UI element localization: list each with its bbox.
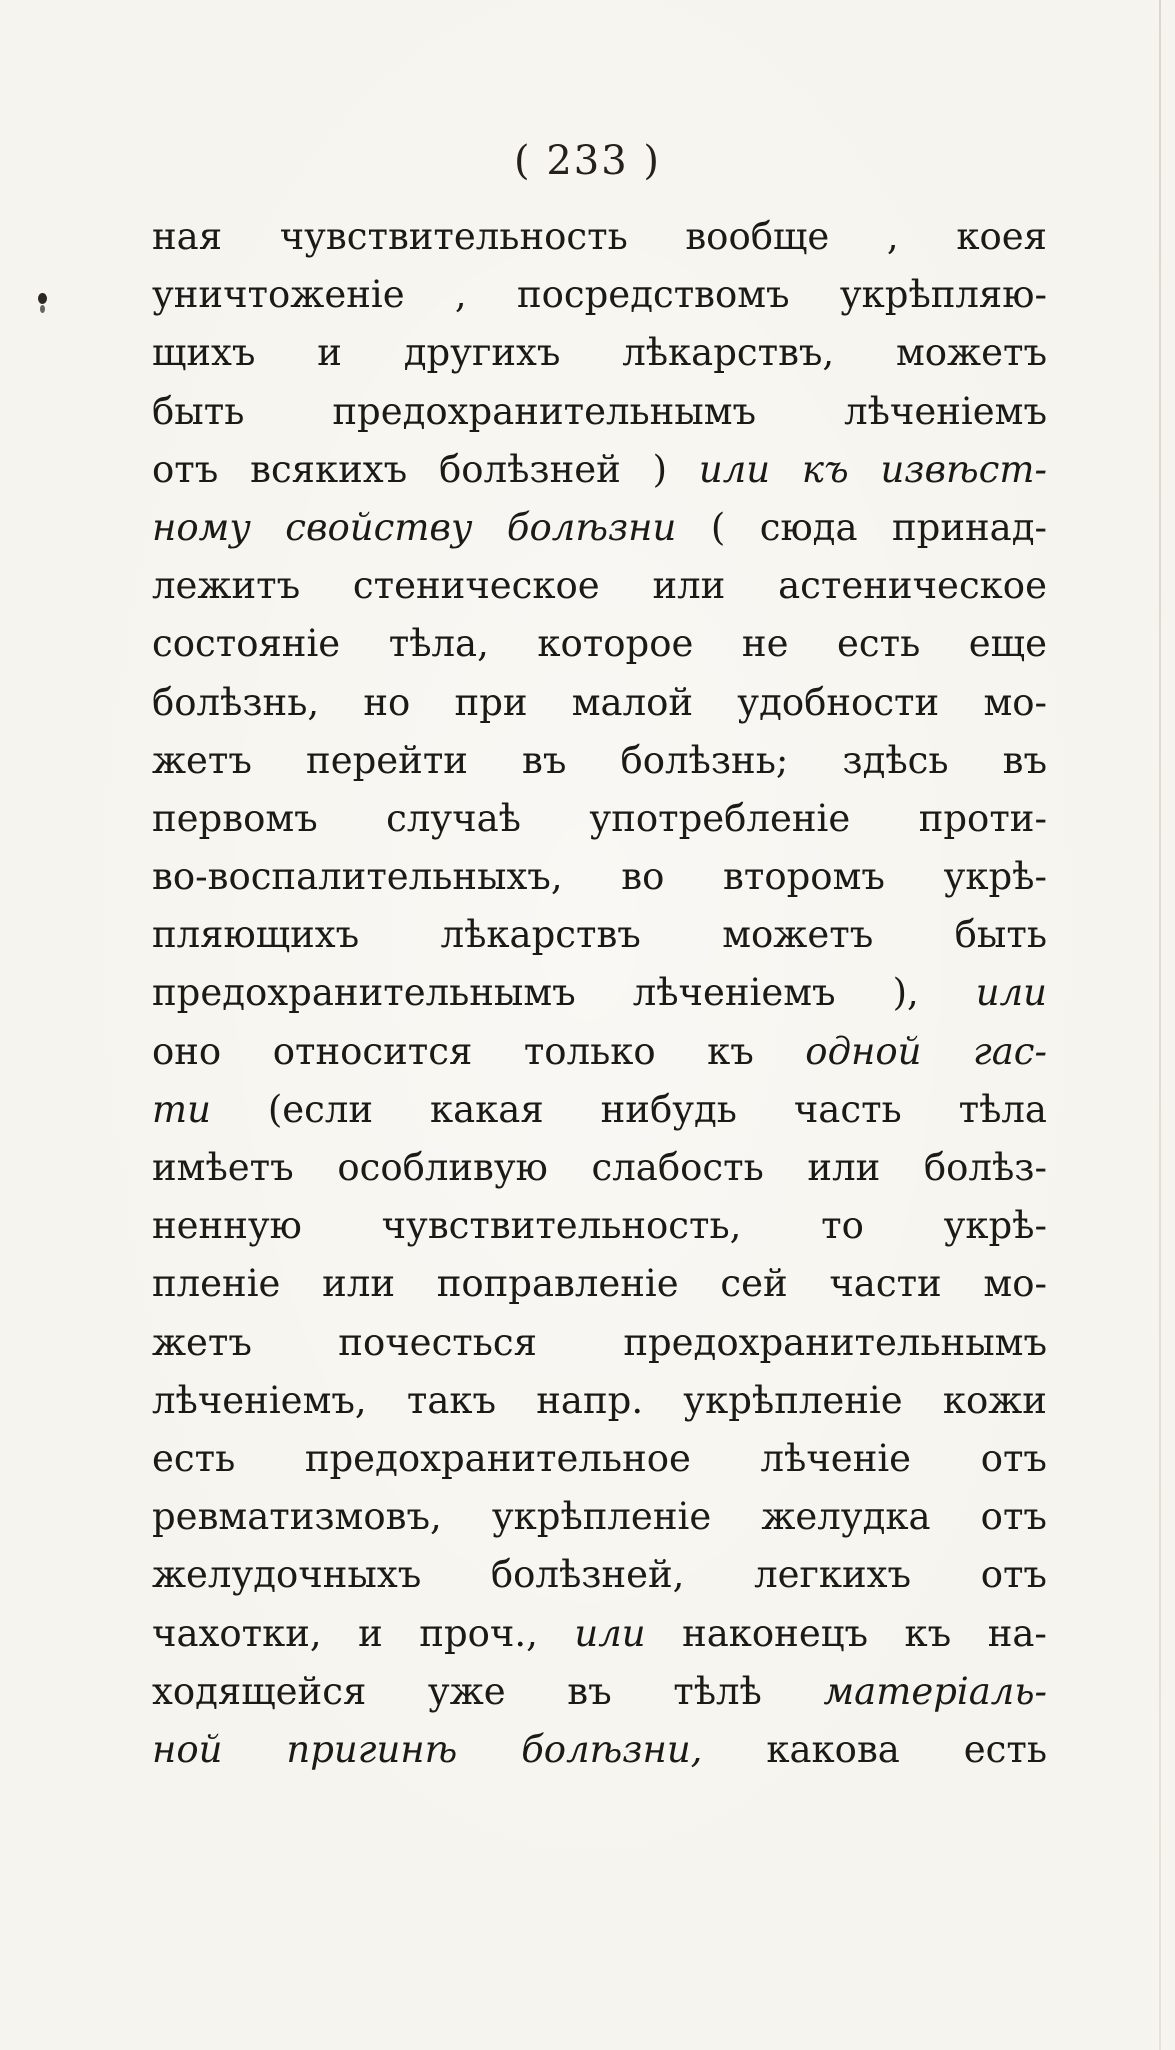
word: мо- (983, 1262, 1047, 1306)
word: можетъ (895, 331, 1047, 375)
word: почесться (338, 1320, 537, 1364)
text-line (152, 790, 1047, 848)
word: въ (522, 738, 567, 782)
body-text (152, 208, 1047, 1779)
word: желудочныхъ (152, 1553, 422, 1597)
word: удобности (737, 680, 940, 724)
word: болѣзней (439, 447, 621, 491)
word: уже (427, 1669, 506, 1713)
word: чахотки, (152, 1611, 322, 1655)
italic-word: ной (152, 1727, 223, 1771)
text-line (152, 615, 1047, 673)
word: во-воспалительныхъ, (152, 855, 563, 899)
italic-word: одной (805, 1029, 922, 1073)
word: болѣзней, (490, 1553, 685, 1597)
word: напр. (536, 1378, 644, 1422)
word: лѣченіемъ (844, 389, 1047, 433)
text-line (152, 1430, 1047, 1488)
italic-word: ному (152, 505, 251, 549)
word: отъ (980, 1495, 1047, 1539)
word: лѣкарствъ, (622, 331, 835, 375)
text-line (152, 1314, 1047, 1372)
word: укрѣпляю- (839, 273, 1047, 317)
word: второмъ (723, 855, 885, 899)
text-line (152, 557, 1047, 615)
word: укрѣ- (943, 1204, 1047, 1248)
text-line (152, 1488, 1047, 1546)
italic-word: или (975, 971, 1047, 1015)
word: только (523, 1029, 656, 1073)
text-line (152, 964, 1047, 1022)
word: не (741, 622, 789, 666)
text-line (152, 1663, 1047, 1721)
text-line (152, 208, 1047, 266)
word: лѣченіемъ (632, 971, 836, 1015)
page-edge-line (1159, 0, 1161, 2050)
italic-word: или (698, 447, 771, 491)
text-line (152, 1605, 1047, 1663)
word: особливую (337, 1146, 548, 1189)
word: легкихъ (754, 1553, 912, 1597)
word: всякихъ (250, 447, 408, 491)
word: пленіе (152, 1262, 281, 1306)
word: отъ (980, 1436, 1047, 1480)
word: болѣзнь, (152, 680, 320, 724)
word: относится (272, 1029, 473, 1073)
word: но (363, 680, 411, 724)
word: части (829, 1262, 942, 1306)
word: какая (429, 1087, 544, 1131)
word: и (358, 1611, 383, 1655)
italic-word: матеріаль- (823, 1669, 1047, 1713)
word: болѣз- (923, 1146, 1047, 1189)
word: проч., (419, 1611, 538, 1655)
word: имѣетъ (152, 1146, 294, 1189)
word: во (621, 855, 665, 899)
word: или (807, 1146, 881, 1189)
word: , (886, 215, 899, 258)
ink-speck (38, 293, 47, 304)
word: быть (152, 389, 245, 433)
word: употребленіе (589, 796, 851, 840)
text-line (152, 732, 1047, 790)
word: сюда (759, 505, 858, 549)
word: жетъ (152, 738, 252, 782)
word: предохранительнымъ (623, 1320, 1047, 1364)
word: лѣченіе (760, 1436, 912, 1480)
italic-word: болѣзни (506, 505, 677, 549)
word: коея (956, 215, 1047, 258)
word: наконецъ (682, 1611, 869, 1655)
text-line (152, 848, 1047, 906)
ink-speck (40, 305, 45, 313)
word: укрѣпленіе (683, 1378, 903, 1422)
word: ревматизмовъ, (152, 1495, 442, 1539)
word: чувствительность, (381, 1204, 742, 1248)
word: въ (1002, 738, 1047, 782)
word: въ (567, 1669, 612, 1713)
word: еще (968, 622, 1047, 666)
word: тѣла, (388, 622, 489, 666)
word: принад- (891, 505, 1047, 549)
word: уничтоженіе (152, 273, 405, 317)
word: жетъ (152, 1320, 252, 1364)
word: (если (267, 1087, 374, 1131)
word: какова (766, 1727, 900, 1771)
word: и (317, 331, 342, 375)
word: такъ (406, 1378, 497, 1422)
word: здѣсь (842, 738, 949, 782)
word: лежитъ (152, 564, 301, 608)
word: проти- (918, 796, 1047, 840)
text-line (152, 1372, 1047, 1430)
word: случаѣ (386, 796, 521, 840)
word: къ (707, 1029, 754, 1073)
word: посредствомъ (516, 273, 790, 317)
italic-word: ти (152, 1087, 211, 1131)
word: вообще (685, 215, 830, 258)
word: оно (152, 1029, 222, 1073)
italic-word: или (574, 1611, 646, 1655)
word: или (322, 1262, 395, 1306)
word: кожи (942, 1378, 1047, 1422)
word: астеническое (778, 564, 1047, 608)
word: тѣла (958, 1087, 1047, 1131)
word: ), (892, 971, 919, 1015)
text-line (152, 1721, 1047, 1779)
italic-word: извѣст- (880, 447, 1047, 491)
word: болѣзнь; (620, 738, 789, 782)
word: нибудь (600, 1087, 737, 1131)
word: укрѣпленіе (491, 1495, 712, 1539)
italic-word: болѣзни, (521, 1727, 703, 1771)
word: ная (152, 215, 223, 258)
word: предохранительнымъ (152, 971, 576, 1015)
text-line (152, 266, 1047, 324)
word: ) (652, 447, 668, 491)
text-line (152, 906, 1047, 964)
word: тѣлѣ (673, 1669, 762, 1713)
text-line (152, 1197, 1047, 1255)
word: укрѣ- (943, 855, 1047, 899)
word: поправленіе (436, 1262, 679, 1306)
word: первомъ (152, 796, 318, 840)
italic-word: пригинѣ (286, 1727, 458, 1771)
text-line (152, 383, 1047, 441)
word: на- (987, 1611, 1047, 1655)
word: сей (720, 1262, 788, 1306)
word: которое (537, 622, 694, 666)
word: то (821, 1204, 864, 1248)
text-line (152, 441, 1047, 499)
word: стеническое (352, 564, 600, 608)
word: лѣкарствъ (440, 913, 641, 957)
text-line (152, 1139, 1047, 1197)
italic-word: гас- (973, 1029, 1047, 1073)
word: мо- (983, 680, 1047, 724)
word: состояніе (152, 622, 341, 666)
word: есть (152, 1436, 236, 1480)
word: предохранительное (304, 1436, 691, 1480)
word: при (454, 680, 528, 724)
word: ( (710, 505, 726, 549)
text-line (152, 1255, 1047, 1313)
word: или (652, 564, 726, 608)
text-line (152, 324, 1047, 382)
word: слабость (591, 1146, 764, 1189)
text-line (152, 499, 1047, 557)
text-line (152, 1081, 1047, 1139)
word: ходящейся (152, 1669, 367, 1713)
word: къ (904, 1611, 952, 1655)
word: можетъ (722, 913, 874, 957)
word: другихъ (403, 331, 561, 375)
word: есть (837, 622, 921, 666)
text-line (152, 674, 1047, 732)
page-number: ( 233 ) (514, 138, 661, 184)
word: щихъ (152, 331, 256, 375)
text-line (152, 1546, 1047, 1604)
word: чувствительность (279, 215, 628, 258)
word: часть (793, 1087, 902, 1131)
word: лѣченіемъ, (152, 1378, 367, 1422)
italic-word: свойству (285, 505, 473, 549)
word: желудка (761, 1495, 931, 1539)
word: , (454, 273, 467, 317)
word: отъ (980, 1553, 1047, 1597)
text-line (152, 1023, 1047, 1081)
word: быть (954, 913, 1047, 957)
word: отъ (152, 447, 219, 491)
word: есть (963, 1727, 1047, 1771)
word: малой (571, 680, 694, 724)
word: ненную (152, 1204, 302, 1248)
word: предохранительнымъ (332, 389, 757, 433)
word: перейти (306, 738, 468, 782)
italic-word: къ (801, 447, 849, 491)
word: пляющихъ (152, 913, 360, 957)
